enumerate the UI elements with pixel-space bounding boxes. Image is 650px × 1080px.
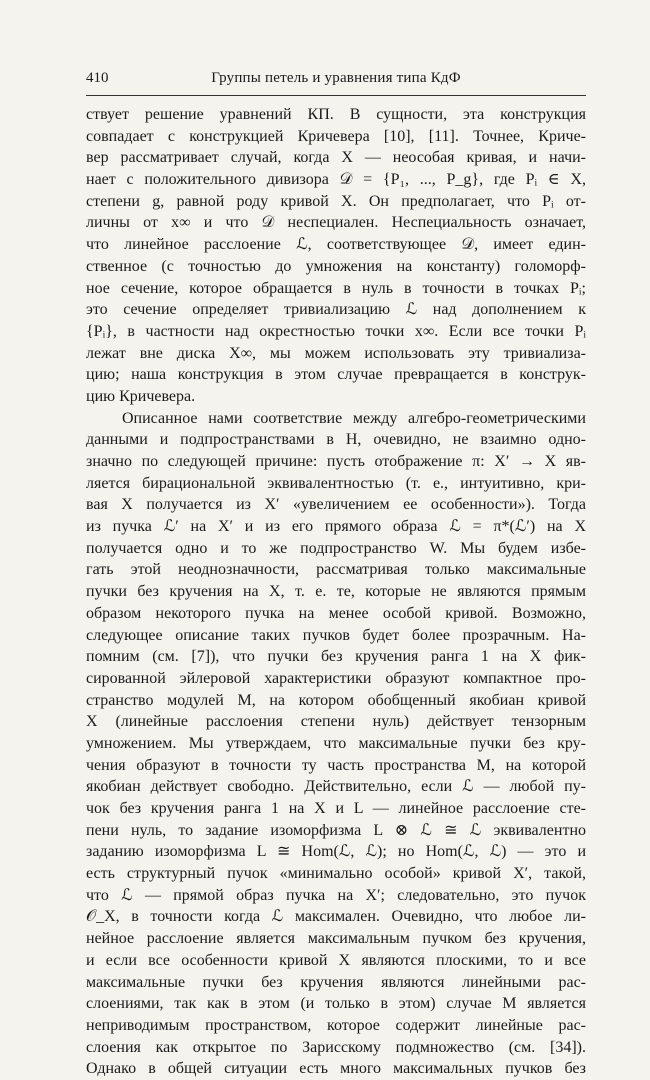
text-line: вая X получается из X′ «увеличением ее особенности»). Тогда: [86, 496, 586, 514]
text-line: странство модулей M, на котором обобщенный якобиан кривой: [86, 691, 586, 709]
text-line: максимальные пучки без кручения являются линейными рас-: [86, 973, 586, 991]
text-line: пени нуль, то задание изоморфизма L ⊗ ℒ ≅ ℒ эквивалентно: [86, 821, 586, 839]
text-line: Описанное нами соответствие между алгебро-геометрическими: [122, 409, 586, 427]
text-line: неприводимым пространством, которое содержит линейные рас-: [86, 1016, 586, 1034]
header-rule: [86, 95, 586, 96]
text-line: цию Кричевера.: [86, 387, 196, 405]
text-line: личны от x∞ и что 𝒟 неспециален. Неспециальность означает,: [86, 214, 586, 232]
text-line: {Pᵢ}, в частности над окрестностью точки x∞. Если все точки Pᵢ: [86, 322, 586, 340]
text-line: данными и подпространствами в H, очевидно, не взаимно одно-: [86, 431, 586, 449]
text-line: X (линейные расслоения степени нуль) действует тензорным: [86, 713, 586, 731]
text-line: заданию изоморфизма L ≅ Hom(ℒ, ℒ); но Hom(ℒ, ℒ) — это и: [86, 843, 586, 861]
text-line: нейное расслоение является максимальным пучком без кручения,: [86, 930, 586, 948]
text-line: якобиан действует свободно. Действительно, если ℒ — любой пу-: [86, 778, 586, 796]
page-header: [86, 70, 586, 94]
text-line: получается одно и то же подпространство W. Мы будем избе-: [86, 539, 586, 557]
text-line: слоения как открытое по Зарисскому подмножество (см. [34]).: [86, 1038, 586, 1056]
text-line: это сечение определяет тривиализацию ℒ над дополнением к: [86, 301, 586, 319]
text-line: следующее описание таких пучков будет более прозрачным. На-: [86, 626, 586, 644]
text-line: степени g, равной роду кривой X. Он предполагает, что Pᵢ от-: [86, 192, 586, 210]
text-line: есть структурный пучок «минимально особой» кривой X′, такой,: [86, 865, 586, 883]
text-line: образом некоторого пучка на менее особой кривой. Возможно,: [86, 604, 586, 622]
text-line: ственное (с точностью до умножения на константу) голоморф-: [86, 257, 586, 275]
text-line: гать этой неоднозначности, рассматривая только максимальные: [86, 561, 586, 579]
text-line: цию; наша конструкция в этом случае превращается в конструк-: [86, 366, 586, 384]
text-line: умножением. Мы утверждаем, что максимальные пучки без кру-: [86, 734, 586, 752]
body-text: [86, 104, 586, 1080]
text-line: Однако в общей ситуации есть много максимальных пучков без: [86, 1060, 586, 1078]
text-line: вер рассматривает случай, когда X — неособая кривая, и начи-: [86, 149, 586, 167]
text-line: слоениями, так как в этом (и только в этом) случае M является: [86, 995, 586, 1013]
text-line: сированной эйлеровой характеристики образуют компактное про-: [86, 669, 586, 687]
text-line: лежат вне диска X∞, мы можем использовать эту тривиализа-: [86, 344, 586, 362]
text-line: чок без кручения ранга 1 на X и L — линейное расслоение сте-: [86, 800, 586, 817]
text-line: чения образуют в точности ту часть пространства M, на которой: [86, 756, 586, 774]
text-line: 𝒪_X, в точности когда ℒ максимален. Очевидно, что любое ли-: [86, 908, 586, 926]
text-line: из пучка ℒ′ на X′ и из его прямого образа ℒ = π*(ℒ′) на X: [86, 518, 586, 536]
text-line: ное сечение, которое обращается в нуль в точности в точках Pᵢ;: [86, 279, 586, 297]
text-line: совпадает с конструкцией Кричевера [10], [11]. Точнее, Кричe-: [86, 127, 586, 145]
text-line: значно по следующей причине: пусть отображение π: X′ → X яв-: [86, 453, 586, 470]
text-line: ствует решение уравнений КП. В сущности, эта конструкция: [86, 106, 586, 123]
text-line: помним (см. [7]), что пучки без кручения ранга 1 на X фик-: [86, 648, 586, 666]
page-number: 410: [86, 70, 109, 86]
text-line: что линейное расслоение ℒ, соответствующее 𝒟, имеет един-: [86, 236, 586, 254]
text-line: пучки без кручения на X, т. е. те, которые не являются прямым: [86, 583, 586, 601]
text-line: что ℒ — прямой образ пучка на X′; следовательно, это пучок: [86, 886, 586, 904]
text-line: нает с положительного дивизора 𝒟 = {P₁, ..., P_g}, где Pᵢ ∈ X,: [86, 171, 586, 189]
text-line: и если все особенности кривой X являются плоскими, то и все: [86, 951, 586, 969]
text-line: ляется бирациональной эквивалентностью (т. е., интуитивно, кри-: [86, 474, 586, 492]
running-title: Группы петель и уравнения типа КдФ: [211, 70, 461, 86]
